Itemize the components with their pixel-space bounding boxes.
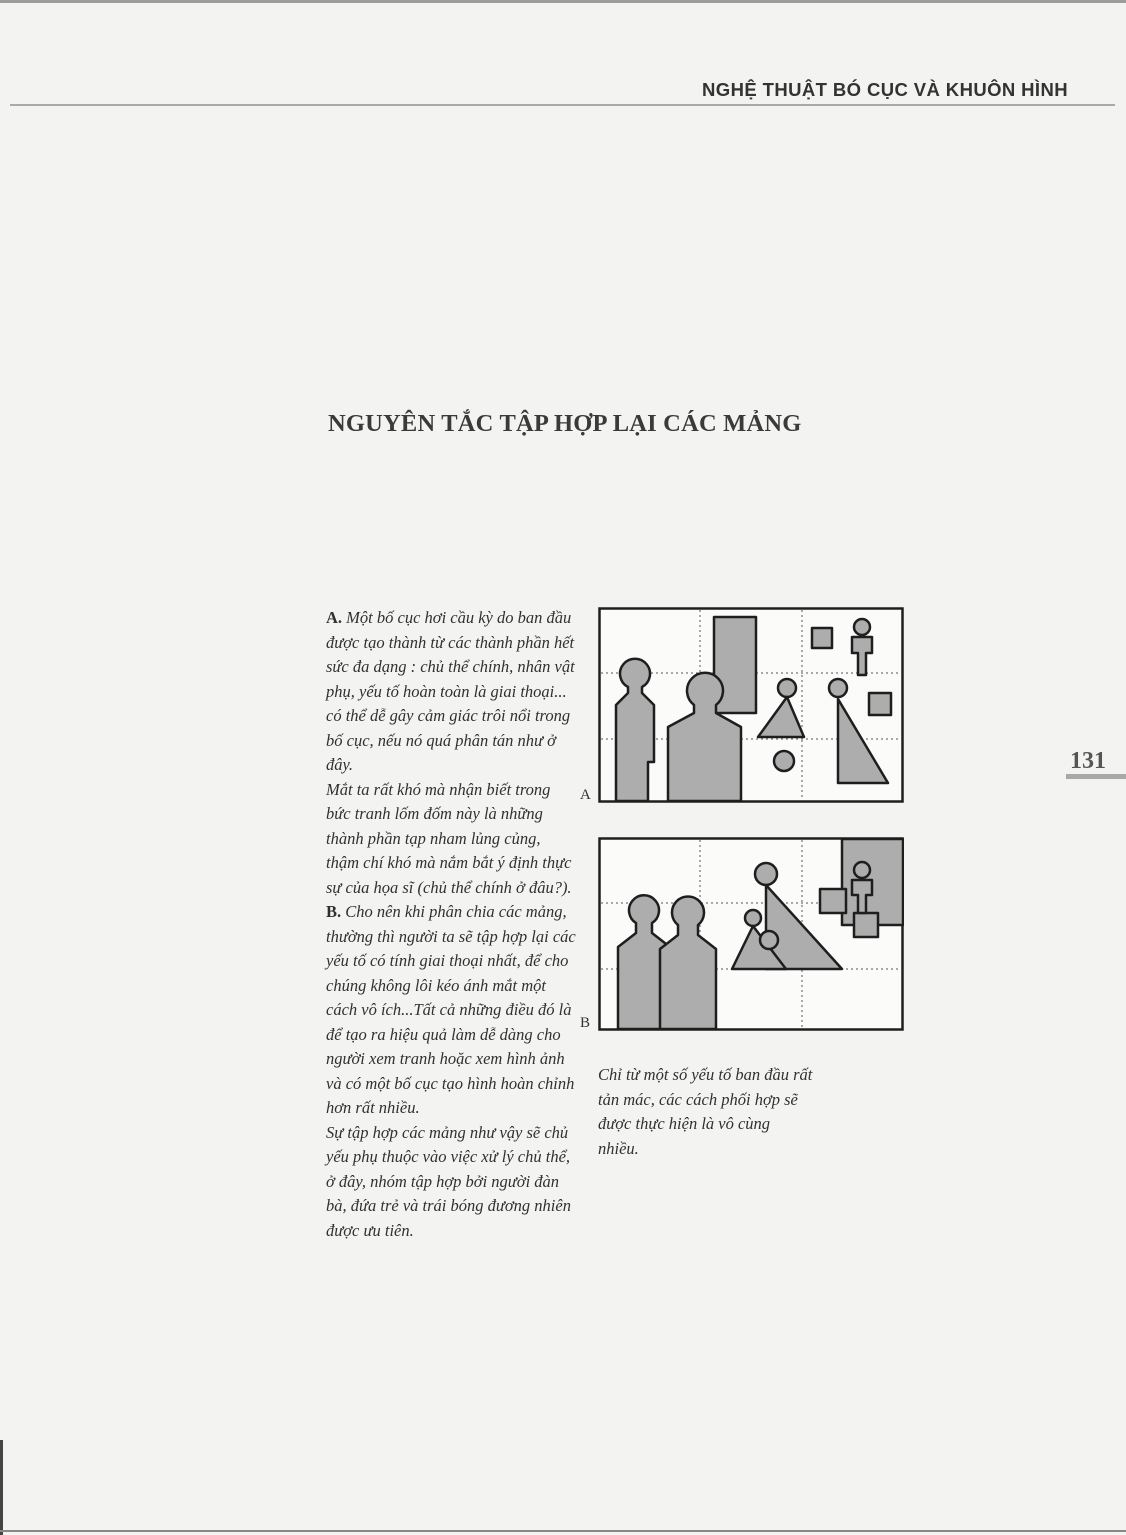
paragraph-b-continued: Sự tập hợp các mảng như vậy sẽ chủ yếu phụ thuộc vào việc xử lý chủ thể, ở đây, nhóm tập hợp bởi người đàn bà, đứa trẻ và trái bóng đương nhiên được ưu tiên. <box>326 1122 571 1240</box>
figure-b-ball <box>760 931 778 949</box>
figure-a-child-head <box>854 619 870 635</box>
top-edge <box>0 0 1126 3</box>
figure-b-grouped-composition <box>598 837 904 1031</box>
figure-a-ball <box>774 751 794 771</box>
page-number: 131 <box>1070 748 1106 774</box>
paragraph-b-text: Cho nên khi phân chia các mảng, thường thì người ta sẽ tập hợp lại các yếu tố có tính giai thoại nhất, để cho chúng không lôi kéo ánh mắt một cách vô ích...Tất cả những điều đó là để tạo ra hiệu quả làm dễ dàng cho người xem tranh hoặc xem hình ảnh và có một bố cục tạo hình hoàn chỉnh hơn rất nhiều. <box>326 902 576 1117</box>
figure-a-woman-figure <box>616 659 654 801</box>
section-title: NGUYÊN TẮC TẬP HỢP LẠI CÁC MẢNG <box>328 410 802 437</box>
figure-b-square-left <box>820 889 846 913</box>
paragraph-a-text: Một bố cục hơi cầu kỳ do ban đầu được tạo thành từ các thành phần hết sức đa dạng : chủ thể chính, nhân vật phụ, yếu tố hoàn toàn là giai thoại... có thể dễ gây cảm giác trôi nổi trong bố cục, nếu nó quá phân tán như ở đây. <box>326 608 575 774</box>
paragraph-a-letter: A. <box>326 608 343 627</box>
figure-b-child-ball <box>745 910 761 926</box>
figure-b-child-head <box>854 862 870 878</box>
body-text <box>326 606 576 1243</box>
figure-a-illustration <box>598 607 904 803</box>
header-rule <box>10 104 1115 106</box>
figure-a-ball-right <box>829 679 847 697</box>
binding-edge-mark <box>0 1440 3 1535</box>
figure-a-small-square-2 <box>869 693 891 715</box>
paragraph-a <box>326 606 576 778</box>
paragraph-b <box>326 900 576 1121</box>
figure-a-ball-small <box>778 679 796 697</box>
figure-b-square-bottom <box>854 913 878 937</box>
figure-caption: Chỉ từ một số yếu tố ban đầu rất tản mác, các cách phối hợp sẽ được thực hiện là vô cùng nhiều. <box>598 1065 813 1158</box>
figure-a-scattered-composition <box>598 607 904 803</box>
figure-b-illustration <box>598 837 904 1031</box>
paragraph-b-letter: B. <box>326 902 342 921</box>
figure-a-label: A <box>580 787 591 803</box>
running-header: NGHỆ THUẬT BÓ CỤC VÀ KHUÔN HÌNH <box>702 79 1068 100</box>
figure-a-small-square-1 <box>812 628 832 648</box>
page-number-rule <box>1066 774 1126 779</box>
figure-b-label: B <box>580 1015 591 1031</box>
paragraph-a-continued: Mắt ta rất khó mà nhận biết trong bức tranh lốm đốm này là những thành phần tạp nham lủng củng, thậm chí khó mà nắm bắt ý định thực sự của họa sĩ (chủ thể chính ở đâu?). <box>326 779 572 897</box>
figure-b-ball-top <box>755 863 777 885</box>
bottom-edge <box>0 1530 1126 1532</box>
